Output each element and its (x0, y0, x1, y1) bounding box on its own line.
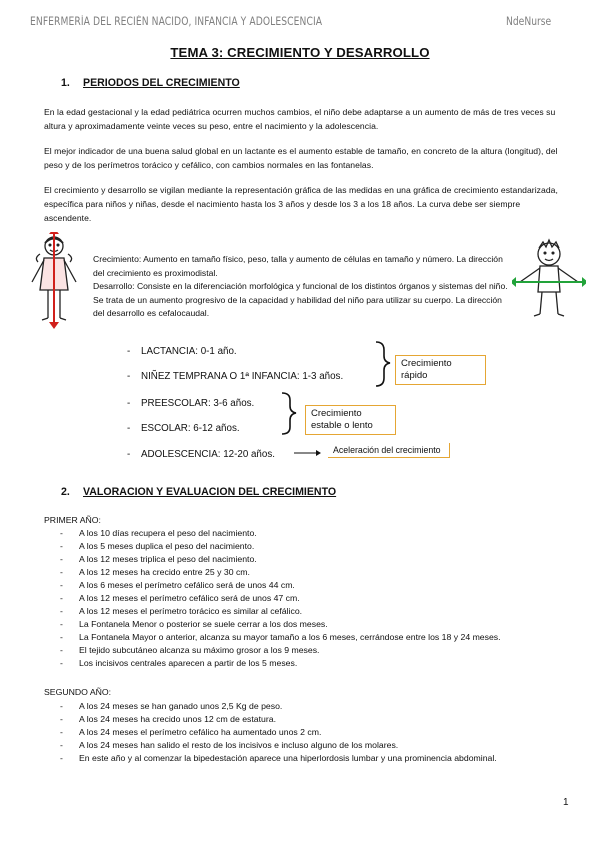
list-item: - A los 5 meses duplica el peso del nacimiento. (44, 540, 544, 553)
first-year-title: PRIMER AÑO: (44, 515, 101, 525)
paragraph-2: El mejor indicador de una buena salud global en un lactante es el aumento estable de tamaño, en concreto de la altura (longitud), del peso y de los perímetros torácico y cefálico, con cambios normales en las fontanelas. (44, 146, 558, 170)
label-crecimiento-estable: Crecimiento estable o lento (305, 405, 396, 435)
first-year-list (44, 527, 544, 670)
list-item: - A los 6 meses el perímetro cefálico será de unos 44 cm. (44, 579, 544, 592)
list-item: - A los 12 meses ha crecido entre 25 y 30 cm. (44, 566, 544, 579)
brace-rapid-icon (376, 342, 390, 386)
child-growth-illustration-right (512, 238, 586, 320)
section-1-number: 1. (61, 77, 70, 89)
label-crecimiento-rapido: Crecimiento rápido (395, 355, 486, 385)
section-2-heading (61, 486, 336, 498)
list-item: - La Fontanela Mayor o anterior, alcanza su mayor tamaño a los 6 meses, cerrándose entre los 18 y 24 meses. (44, 631, 544, 644)
list-item: - En este año y al comenzar la bipedestación aparece una hiperlordosis lumbar y una prominencia abdominal. (44, 752, 544, 765)
page-number: 1 (563, 797, 569, 808)
section-1-heading (61, 77, 240, 89)
section-2-number: 2. (61, 486, 70, 498)
stage-preescolar: - PREESCOLAR: 3-6 años. (127, 398, 255, 409)
list-item: - A los 24 meses han salido el resto de los incisivos e incluso alguno de los molares. (44, 739, 544, 752)
list-item: - A los 12 meses el perímetro cefálico será de unos 47 cm. (44, 592, 544, 605)
running-header-title: ENFERMERÍA DEL RECIÉN NACIDO, INFANCIA Y ADOLESCENCIA (30, 15, 323, 28)
list-item: - Los incisivos centrales aparecen a partir de los 5 meses. (44, 657, 544, 670)
list-item: - A los 24 meses el perímetro cefálico ha aumentado unos 2 cm. (44, 726, 544, 739)
label-aceleracion: Aceleración del crecimiento (328, 443, 450, 458)
list-item: - A los 12 meses triplica el peso del nacimiento. (44, 553, 544, 566)
stage-lactancia: - LACTANCIA: 0-1 año. (127, 346, 237, 357)
stage-adolescencia: - ADOLESCENCIA: 12-20 años. (127, 449, 275, 460)
page-title: TEMA 3: CRECIMIENTO Y DESARROLLO (170, 45, 430, 60)
definition-crecimiento: Crecimiento: Aumento en tamaño físico, peso, talla y aumento de células en tamaño y número. La dirección del crecimiento es proximodistal. (93, 254, 503, 278)
list-item: - A los 12 meses el perímetro torácico es similar al cefálico. (44, 605, 544, 618)
stage-ninez-temprana: - NIÑEZ TEMPRANA O 1ª INFANCIA: 1-3 años. (127, 371, 344, 382)
acceleration-arrow-icon (294, 450, 321, 456)
second-year-list (44, 700, 544, 765)
list-item: - A los 10 días recupera el peso del nacimiento. (44, 527, 544, 540)
running-header-brand: NdeNurse (506, 15, 552, 28)
brace-stable-icon (282, 393, 296, 434)
definition-desarrollo: Desarrollo: Consiste en la diferenciación morfológica y funcional de los distintos órganos y sistemas del niño. Se trata de un aumento progresivo de la capacidad y habilidad del niño para utilizar su cuerpo. La dirección del desarrollo es cefalocaudal. (93, 281, 508, 319)
list-item: - El tejido subcutáneo alcanza su máximo grosor a los 9 meses. (44, 644, 544, 657)
section-1-title: PERIODOS DEL CRECIMIENTO (83, 77, 240, 89)
list-item: - A los 24 meses ha crecido unos 12 cm de estatura. (44, 713, 544, 726)
definitions-block (93, 253, 513, 321)
boy-figure-icon (520, 240, 578, 316)
child-growth-illustration-left (24, 232, 84, 332)
stage-escolar: - ESCOLAR: 6-12 años. (127, 423, 240, 434)
list-item: - A los 24 meses se han ganado unos 2,5 Kg de peso. (44, 700, 544, 713)
list-item: - La Fontanela Menor o posterior se suele cerrar a los dos meses. (44, 618, 544, 631)
second-year-title: SEGUNDO AÑO: (44, 687, 112, 697)
paragraph-3: El crecimiento y desarrollo se vigilan mediante la representación gráfica de las medidas en una gráfica de crecimiento estandarizada, específica para niños y niñas, desde el nacimiento hasta los 3 años y desde los 3 a los 18 años. La curva debe ser siempre ascendente. (44, 185, 558, 223)
section-2-title: VALORACION Y EVALUACION DEL CRECIMIENTO (83, 486, 337, 498)
paragraph-1: En la edad gestacional y la edad pediátrica ocurren muchos cambios, el niño debe adaptarse a un aumento de más de tres veces su altura y aproximadamente veinte veces su peso, entre el nacimiento y la adolescencia. (44, 107, 556, 131)
